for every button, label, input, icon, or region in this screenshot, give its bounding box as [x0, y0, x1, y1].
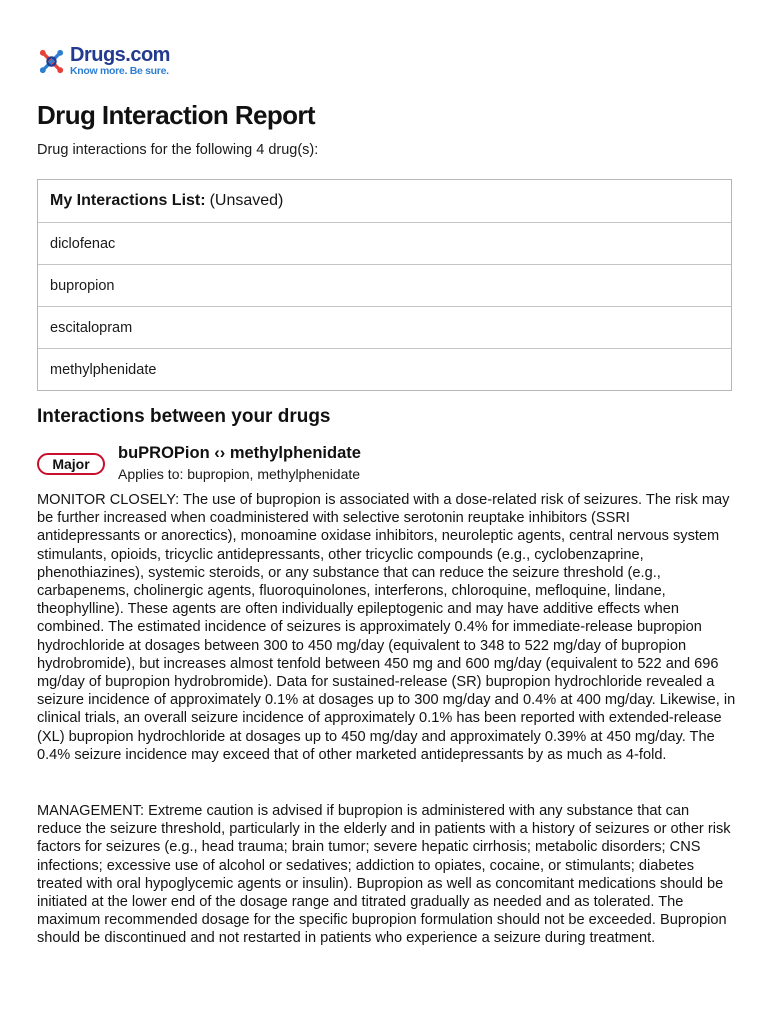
drug-list-item: methylphenidate	[50, 361, 157, 378]
logo-text	[70, 45, 170, 77]
section-title: Interactions between your drugs	[37, 406, 331, 427]
interactions-list-status: (Unsaved)	[209, 192, 284, 209]
interaction-title: buPROPion ‹› methylphenidate	[118, 444, 361, 462]
management-paragraph: MANAGEMENT: Extreme caution is advised if bupropion is administered with any substance that can reduce the seizure threshold, particularly in the elderly and in patients with a history of seizures or other risk factors for seizures (e.g., head trauma; brain tumor; severe hepatic cirrhosis; metabolic disorders; CNS infections; excessive use of alcohol or sedatives; addiction to opiates, cocaine, or stimulants; diabetes treated with oral hypoglycemic agents or insulin). Bupropion as well as concomitant medications should be initiated at the lower end of the dosage range and titrated gradually as needed and as tolerated. The maximum recommended dosage for the specific bupropion formulation should not be exceeded. Bupropion should be discontinued and not restarted in patients who experience a seizure during treatment.	[37, 803, 731, 947]
page-title: Drug Interaction Report	[37, 100, 315, 130]
drugs-com-logo-icon	[37, 47, 66, 76]
severity-badge: Major	[37, 453, 105, 475]
logo-tagline: Know more. Be sure.	[70, 65, 169, 78]
monitor-paragraph: MONITOR CLOSELY: The use of bupropion is associated with a dose-related risk of seizures. The risk may be further increased when coadministered with selective serotonin reuptake inhibitors (SSRI antidepressants or anorectics), monoamine oxidase inhibitors, neuroleptic agents, central nervous system stimulants, opioids, tricyclic antidepressants, other tricyclic compounds (e.g., cyclobenzaprine, phenothiazines), systemic steroids, or any substance that can reduce the seizure threshold (e.g., carbapenems, cholinergic agents, fluoroquinolones, interferons, chloroquine, mefloquine, lindane, theophylline). These agents are often individually epileptogenic and may have additive effects when combined. The estimated incidence of seizures is approximately 0.4% for immediate-release bupropion hydrochloride at dosages between 300 to 450 mg/day (equivalent to 348 to 522 mg/day of bupropion hydrobromide), but increases almost tenfold between 450 mg and 600 mg/day (equivalent to 522 and 696 mg/day of bupropion hydrobromide). Data for sustained-release (SR) bupropion hydrochloride revealed a seizure incidence of approximately 0.1% at dosages up to 300 mg/day and 0.4% at 400 mg/day. Likewise, in clinical trials, an overall seizure incidence of approximately 0.1% has been reported with extended-release (XL) bupropion hydrochloride at dosages up to 450 mg/day and approximately 0.39% at 450 mg/day. The 0.4% seizure incidence may exceed that of other marketed antidepressants by as much as 4-fold.	[37, 492, 736, 763]
interactions-list-box	[37, 179, 732, 391]
drug-list-item: diclofenac	[38, 223, 731, 265]
logo-name: Drugs.com	[70, 44, 170, 67]
site-logo[interactable]	[37, 44, 170, 78]
drug-list-item: bupropion	[38, 265, 731, 307]
drug-list-item: escitalopram	[38, 307, 731, 349]
report-intro: Drug interactions for the following 4 drug(s):	[37, 142, 319, 158]
interactions-list-label: My Interactions List:	[50, 192, 206, 209]
interactions-list-header	[38, 180, 731, 223]
interaction-applies-to: Applies to: bupropion, methylphenidate	[118, 466, 361, 482]
